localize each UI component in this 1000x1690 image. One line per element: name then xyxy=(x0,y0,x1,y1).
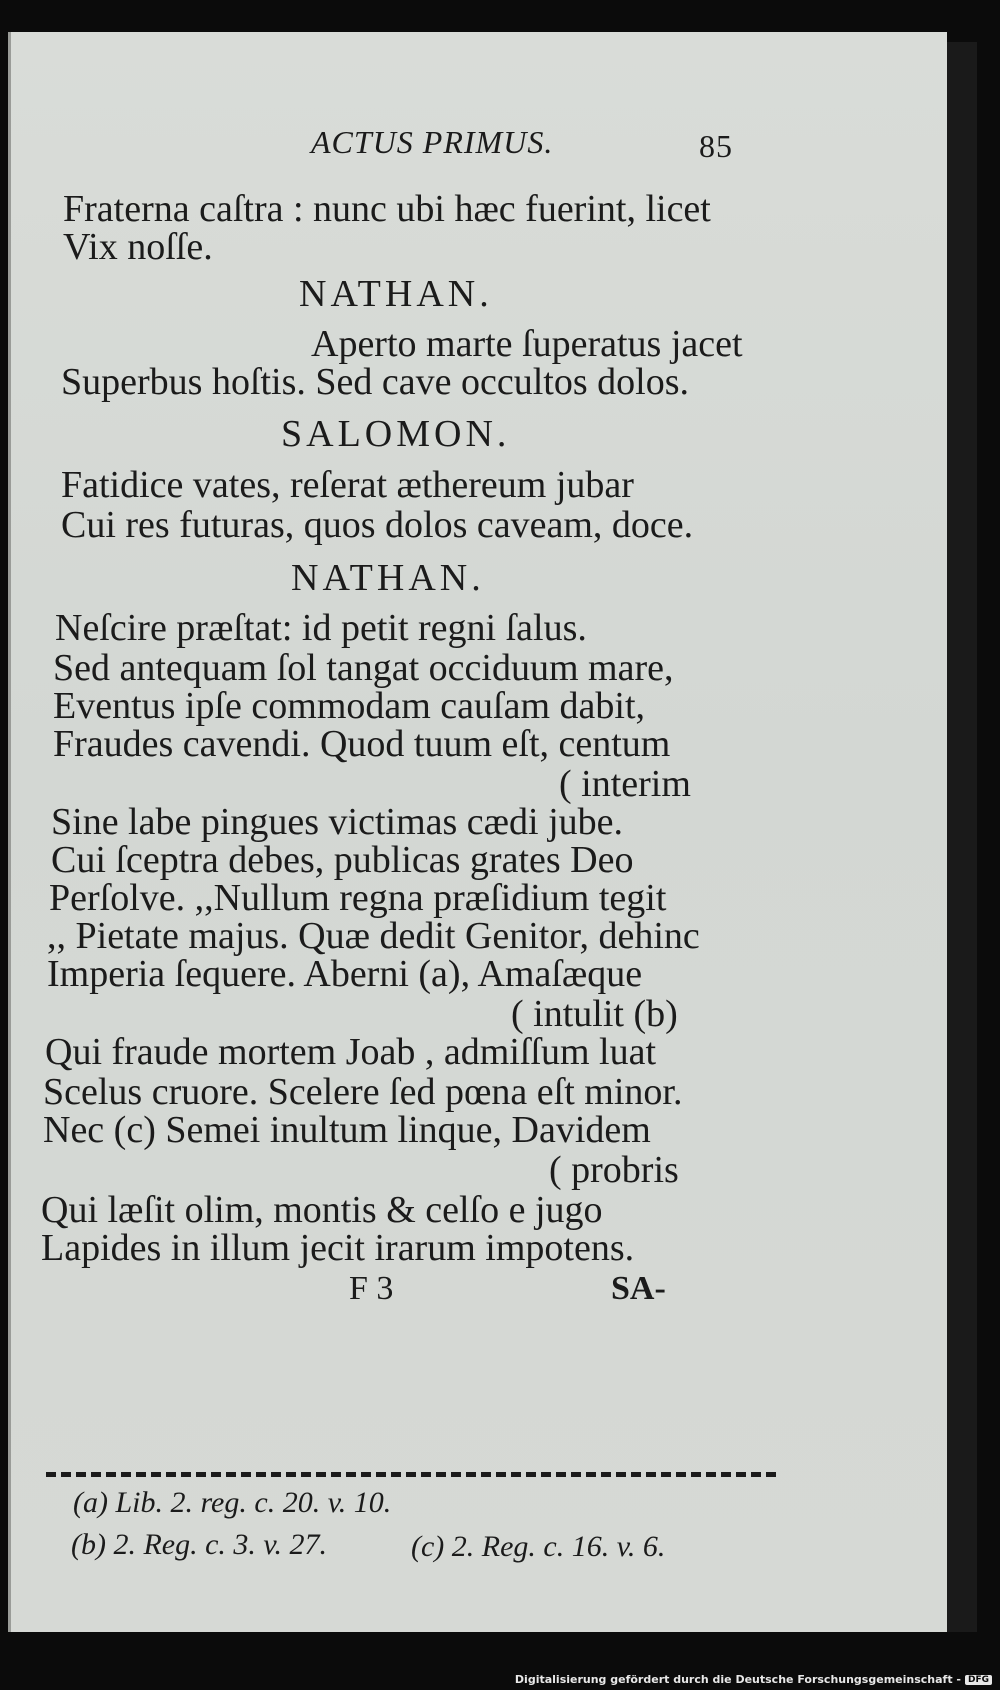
speaker-name: NATHAN. xyxy=(291,557,485,599)
verse-line: Sed antequam ſol tangat occiduum mare, xyxy=(53,647,674,689)
footnote: (a) Lib. 2. reg. c. 20. v. 10. xyxy=(73,1486,392,1519)
speaker-name: SALOMON. xyxy=(281,413,511,455)
verse-line: ( intulit (b) xyxy=(511,993,678,1035)
verse-line: Sine labe pingues victimas cædi jube. xyxy=(51,801,624,843)
digitization-credit xyxy=(515,1673,992,1686)
verse-line: Cui res futuras, quos dolos caveam, doce. xyxy=(61,504,694,546)
verse-line: Fraterna caſtra : nunc ubi hæc fuerint, licet xyxy=(63,188,711,230)
footnote-separator xyxy=(46,1472,776,1477)
running-title: ACTUS PRIMUS. xyxy=(311,124,554,160)
verse-line: Scelus cruore. Scelere ſed pœna eſt minor. xyxy=(43,1071,683,1113)
footnote: (c) 2. Reg. c. 16. v. 6. xyxy=(411,1530,666,1563)
verse-line: Vix noſſe. xyxy=(63,226,213,268)
dfg-logo: DFG xyxy=(965,1675,992,1685)
verse-line: Fatidice vates, reſerat æthereum jubar xyxy=(61,464,634,506)
credit-text: Digitalisierung gefördert durch die Deutsche Forschungsgemeinschaft - xyxy=(514,1673,961,1686)
verse-line: ( interim xyxy=(559,763,691,805)
verse-line: Qui læſit olim, montis & celſo e jugo xyxy=(41,1189,603,1231)
page-number: 85 xyxy=(699,128,733,164)
verse-line: Cui ſceptra debes, publicas grates Deo xyxy=(51,839,634,881)
verse-line: Superbus hoſtis. Sed cave occultos dolos. xyxy=(61,361,689,403)
verse-line: Perſolve. ,,Nullum regna præſidium tegit xyxy=(49,877,667,919)
verse-line: Fraudes cavendi. Quod tuum eſt, centum xyxy=(53,723,671,765)
verse-line: Qui fraude mortem Joab , admiſſum luat xyxy=(45,1031,657,1073)
verse-line: ( probris xyxy=(549,1149,679,1191)
verse-line: Neſcire præſtat: id petit regni ſalus. xyxy=(55,607,587,649)
verse-line: Aperto marte ſuperatus jacet xyxy=(311,323,743,365)
verse-line: ,, Pietate majus. Quæ dedit Genitor, dehinc xyxy=(47,915,700,957)
signature-mark: F 3 xyxy=(349,1270,394,1307)
verse-line: Lapides in illum jecit irarum impotens. xyxy=(41,1227,635,1269)
verse-line: Nec (c) Semei inultum linque, Davidem xyxy=(43,1109,651,1151)
footnote: (b) 2. Reg. c. 3. v. 27. xyxy=(71,1528,328,1561)
speaker-name: NATHAN. xyxy=(299,273,493,315)
book-page xyxy=(8,32,947,1632)
verse-line: Imperia ſequere. Aberni (a), Amaſæque xyxy=(47,953,643,995)
verse-line: Eventus ipſe commodam cauſam dabit, xyxy=(53,685,646,727)
catchword: SA- xyxy=(611,1270,666,1307)
